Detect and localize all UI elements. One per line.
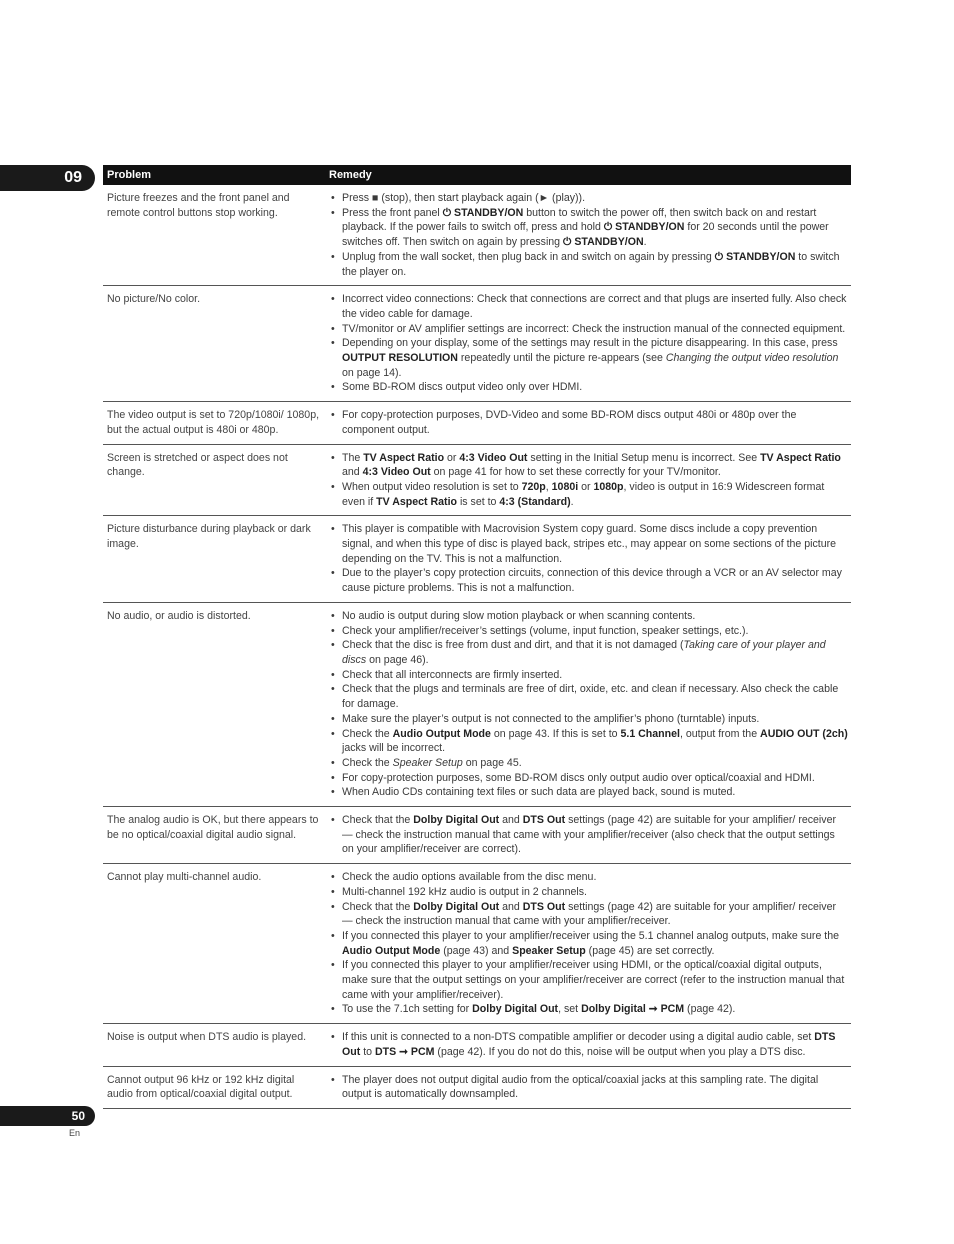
remedy-text: on page 43. If this is set to: [490, 727, 621, 740]
remedy-text: TV Aspect Ratio: [376, 495, 457, 508]
remedy-text: to switch the player on.: [342, 250, 840, 278]
table-row: [103, 402, 851, 444]
remedy-list: [329, 1073, 848, 1102]
problem-column-header: Problem: [103, 165, 325, 185]
remedy-text: 4:3 Video Out: [459, 451, 528, 464]
remedy-item: [329, 756, 848, 771]
troubleshooting-table: [103, 165, 851, 1109]
problem-cell: The video output is set to 720p/1080i/ 1080p, but the actual output is 480i or 480p.: [103, 402, 325, 444]
remedy-text: Dolby Digital Out: [472, 1003, 559, 1016]
remedy-item: [329, 609, 848, 624]
remedy-list: [329, 451, 848, 510]
remedy-text: 720p: [521, 480, 546, 493]
remedy-text: 5.1 Channel: [620, 727, 680, 740]
remedy-text: on page 46).: [366, 653, 429, 666]
remedy-text: Check that all interconnects are firmly inserted.: [342, 668, 563, 681]
remedy-item: [329, 900, 848, 929]
remedy-text: Taking care of your player and discs: [342, 639, 826, 666]
remedy-item: [329, 958, 848, 1002]
remedy-text: Check that the plugs and terminals are free of dirt, oxide, etc. and clean if necessary. Also check the cable for damage.: [342, 683, 839, 711]
remedy-cell: [325, 807, 851, 864]
remedy-text: or: [444, 451, 460, 464]
remedy-text: Press the front panel: [342, 206, 443, 219]
remedy-text: for 20 seconds until the power switches off. Then switch on again by pressing: [342, 221, 829, 249]
remedy-text: or: [578, 480, 594, 493]
remedy-cell: [325, 286, 851, 402]
remedy-text: ⏻: [714, 250, 727, 263]
remedy-text: Multi-channel 192 kHz audio is output in 2 channels.: [342, 885, 587, 898]
table-row: [103, 185, 851, 286]
table-row: [103, 286, 851, 402]
remedy-text: , video is output in 16:9 Widescreen format even if: [342, 480, 825, 508]
remedy-text: STANDBY/ON: [454, 206, 524, 219]
remedy-list: [329, 191, 848, 279]
remedy-item: [329, 813, 848, 857]
remedy-text: (page 42). If you do not do this, noise will be output when you play a DTS disc.: [434, 1045, 806, 1058]
remedy-text: Incorrect video connections: Check that connections are correct and that plugs are inserted fully. Also check the video cable for damage.: [342, 293, 847, 320]
remedy-text: 1080p: [593, 480, 624, 493]
remedy-text: If you connected this player to your amplifier/receiver using the 5.1 channel analog outputs, make sure the: [342, 929, 840, 942]
remedy-text: Depending on your display, some of the settings may result in the picture disappearing. In this case, press: [342, 337, 838, 350]
page-tab: [0, 1106, 95, 1126]
remedy-item: [329, 451, 848, 480]
remedy-text: Check the audio options available from the disc menu.: [342, 871, 597, 884]
remedy-list: [329, 408, 848, 437]
remedy-text: 4:3 (Standard): [499, 495, 571, 508]
problem-cell: Picture disturbance during playback or dark image.: [103, 516, 325, 603]
problem-cell: No picture/No color.: [103, 286, 325, 402]
remedy-list: [329, 522, 848, 596]
remedy-item: [329, 885, 848, 900]
remedy-text: STANDBY/ON: [574, 236, 644, 249]
remedy-text: (stop), then start playback again (: [378, 192, 539, 204]
remedy-item: [329, 668, 848, 683]
remedy-text: Dolby Digital Out: [413, 900, 500, 913]
remedy-text: and: [499, 900, 523, 913]
remedy-text: ⏻: [563, 236, 575, 249]
remedy-text: (page 42).: [684, 1003, 736, 1016]
problem-cell: Cannot output 96 kHz or 192 kHz digital audio from optical/coaxial digital output.: [103, 1066, 325, 1108]
remedy-cell: [325, 402, 851, 444]
remedy-item: [329, 727, 848, 756]
problem-cell: No audio, or audio is distorted.: [103, 602, 325, 806]
remedy-item: [329, 380, 848, 395]
remedy-item: [329, 522, 848, 566]
remedy-item: [329, 292, 848, 321]
remedy-text: 1080i: [551, 480, 579, 493]
remedy-text: 4:3 Video Out: [362, 466, 431, 479]
remedy-text: Dolby Digital Out: [413, 814, 500, 827]
problem-cell: Picture freezes and the front panel and remote control buttons stop working.: [103, 185, 325, 286]
remedy-text: TV/monitor or AV amplifier settings are incorrect: Check the instruction manual of the connected equipment.: [342, 322, 846, 335]
remedy-item: [329, 624, 848, 639]
table-row: [103, 864, 851, 1024]
remedy-text: Check that the: [342, 814, 414, 827]
table-row: [103, 807, 851, 864]
remedy-text: .: [643, 236, 647, 249]
remedy-text: Check that the: [342, 900, 414, 913]
language-code: En: [69, 1128, 81, 1138]
remedy-item: [329, 638, 848, 667]
page-number: 50: [71, 1109, 85, 1123]
remedy-text: Check the: [342, 727, 393, 740]
remedy-cell: [325, 444, 851, 516]
remedy-list: [329, 870, 848, 1017]
remedy-cell: [325, 185, 851, 286]
remedy-text: DTS Out: [522, 900, 566, 913]
remedy-text: AUDIO OUT (2ch): [760, 727, 848, 740]
remedy-cell: [325, 1024, 851, 1066]
remedy-text: ⏻: [442, 206, 455, 219]
remedy-text: When output video resolution is set to: [342, 480, 522, 493]
remedy-text: , set: [558, 1003, 582, 1016]
remedy-text: Speaker Setup: [392, 756, 463, 769]
table-row: [103, 444, 851, 516]
remedy-cell: [325, 1066, 851, 1108]
table-row: [103, 1066, 851, 1108]
remedy-text: DTS ➞ PCM: [374, 1045, 435, 1058]
remedy-item: [329, 206, 848, 250]
remedy-item: [329, 480, 848, 509]
table-header-row: [103, 165, 851, 185]
remedy-list: [329, 813, 848, 857]
remedy-text: and: [342, 466, 363, 479]
remedy-item: [329, 771, 848, 786]
remedy-text: Dolby Digital ➞ PCM: [581, 1003, 685, 1016]
remedy-text: STANDBY/ON: [726, 250, 796, 263]
remedy-list: [329, 1030, 848, 1059]
chapter-tab: [0, 165, 95, 191]
remedy-text: repeatedly until the picture re-appears (see: [457, 352, 666, 365]
remedy-text: When Audio CDs containing text files or such data are played back, sound is muted.: [342, 786, 736, 799]
table-row: [103, 602, 851, 806]
remedy-text: Make sure the player’s output is not connected to the amplifier’s phono (turntable) inputs.: [342, 712, 760, 725]
remedy-text: The: [342, 451, 364, 464]
remedy-text: ■: [372, 192, 379, 204]
remedy-text: Check the: [342, 756, 393, 769]
remedy-text: is set to: [457, 495, 500, 508]
remedy-text: (play)).: [549, 192, 586, 204]
remedy-text: (page 43) and: [440, 944, 513, 957]
remedy-item: [329, 785, 848, 800]
remedy-text: on page 41 for how to set these correctly for your TV/monitor.: [430, 466, 721, 479]
remedy-text: DTS Out: [342, 1031, 836, 1058]
remedy-cell: [325, 602, 851, 806]
remedy-text: Check that the disc is free from dust and dirt, and that it is not damaged (: [342, 639, 684, 652]
remedy-text: If this unit is connected to a non-DTS compatible amplifier or decoder using a digital audio cable, set: [342, 1031, 815, 1044]
remedy-item: [329, 870, 848, 885]
problem-cell: Noise is output when DTS audio is played.: [103, 1024, 325, 1066]
remedy-list: [329, 609, 848, 800]
remedy-item: [329, 1030, 848, 1059]
remedy-text: .: [570, 495, 574, 508]
remedy-text: Unplug from the wall socket, then plug back in and switch on again by pressing: [342, 250, 715, 263]
remedy-text: Audio Output Mode: [392, 727, 491, 740]
remedy-item: [329, 566, 848, 595]
remedy-item: [329, 250, 848, 279]
table-body: [103, 185, 851, 1108]
remedy-text: on page 14).: [342, 366, 402, 379]
remedy-text: settings (page 42) are suitable for your amplifier/ receiver — check the instruction manual that came with your amplifier/receiver.: [342, 900, 836, 928]
remedy-item: [329, 336, 848, 380]
remedy-text: TV Aspect Ratio: [363, 451, 445, 464]
remedy-item: [329, 712, 848, 727]
remedy-text: and: [499, 814, 523, 827]
remedy-text: jacks will be incorrect.: [342, 742, 446, 755]
remedy-text: ►: [538, 192, 550, 204]
problem-cell: Screen is stretched or aspect does not change.: [103, 444, 325, 516]
remedy-text: Some BD-ROM discs output video only over HDMI.: [342, 381, 583, 394]
remedy-item: [329, 408, 848, 437]
remedy-text: Audio Output Mode: [342, 944, 441, 957]
remedy-column-header: Remedy: [325, 165, 851, 185]
remedy-text: settings (page 42) are suitable for your amplifier/ receiver — check the instruction manual that came with your amplifier/receiver (also check that the output settings on your amplifier/receiver are correct).: [342, 814, 836, 856]
remedy-text: No audio is output during slow motion playback or when scanning contents.: [342, 609, 696, 622]
remedy-text: This player is compatible with Macrovision System copy guard. Some discs include a copy prevention signal, and when this type of disc is played back, stripes etc., may appear on some sections of the picture depending on the TV. This is not a malfunction.: [342, 523, 837, 565]
remedy-item: [329, 929, 848, 958]
remedy-item: [329, 191, 848, 206]
remedy-text: , output from the: [679, 727, 761, 740]
remedy-text: Due to the player’s copy protection circuits, connection of this device through a VCR or an AV selector may cause picture problems. This is not a malfunction.: [342, 567, 842, 595]
remedy-text: To use the 7.1ch setting for: [342, 1003, 473, 1016]
remedy-cell: [325, 516, 851, 603]
table-row: [103, 516, 851, 603]
remedy-text: button to switch the power off, then switch back on and restart playback. If the power fails to switch off, press and hold: [342, 206, 817, 234]
remedy-item: [329, 1073, 848, 1102]
remedy-text: on page 45.: [462, 756, 522, 769]
remedy-text: Press: [342, 192, 373, 204]
chapter-number: 09: [64, 169, 82, 186]
remedy-text: STANDBY/ON: [615, 221, 685, 234]
remedy-item: [329, 322, 848, 337]
remedy-text: ,: [545, 480, 552, 493]
remedy-text: Check your amplifier/receiver’s settings (volume, input function, speaker settings, etc.).: [342, 624, 749, 637]
remedy-item: [329, 682, 848, 711]
remedy-text: ⏻: [603, 221, 616, 234]
remedy-text: DTS Out: [522, 814, 566, 827]
remedy-text: to: [360, 1045, 375, 1058]
remedy-text: (page 45) are set correctly.: [585, 944, 715, 957]
problem-cell: The analog audio is OK, but there appears to be no optical/coaxial digital audio signal.: [103, 807, 325, 864]
problem-cell: Cannot play multi-channel audio.: [103, 864, 325, 1024]
remedy-text: For copy-protection purposes, DVD-Video and some BD-ROM discs output 480i or 480p over the component output.: [342, 409, 797, 436]
table-row: [103, 1024, 851, 1066]
remedy-text: Speaker Setup: [512, 944, 586, 957]
remedy-text: If you connected this player to your amplifier/receiver using HDMI, or the optical/coaxial digital outputs, make sure that the output settings on your amplifier/receiver are correct (refer to the instruction manual that came with your amplifier/receiver).: [342, 959, 845, 1001]
remedy-item: [329, 1002, 848, 1017]
remedy-text: For copy-protection purposes, some BD-ROM discs only output audio over optical/coaxial and HDMI.: [342, 771, 815, 784]
remedy-cell: [325, 864, 851, 1024]
remedy-text: OUTPUT RESOLUTION: [342, 352, 458, 365]
remedy-list: [329, 292, 848, 395]
remedy-text: The player does not output digital audio from the optical/coaxial jacks at this sampling rate. The digital output is automatically downsampled.: [342, 1073, 819, 1101]
remedy-text: TV Aspect Ratio: [760, 451, 841, 464]
remedy-text: Changing the output video resolution: [665, 352, 839, 365]
remedy-text: setting in the Initial Setup menu is incorrect. See: [527, 451, 761, 464]
